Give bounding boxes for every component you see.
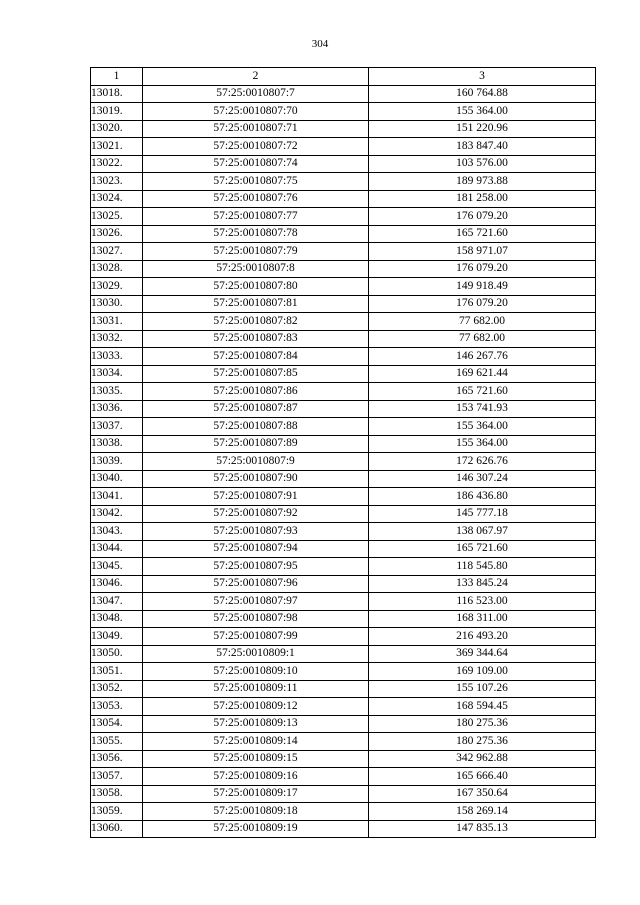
value-cell: 216 493.20 [369,628,596,646]
row-number-cell: 13029. [91,278,143,296]
cadastral-number-cell: 57:25:0010807:86 [143,383,369,401]
table-row [91,470,596,488]
table-row [91,313,596,331]
value-cell: 172 626.76 [369,453,596,471]
row-number-cell: 13021. [91,138,143,156]
cadastral-number-cell: 57:25:0010807:78 [143,225,369,243]
value-cell: 186 436.80 [369,488,596,506]
table-row [91,103,596,121]
cadastral-number-cell: 57:25:0010807:70 [143,103,369,121]
cadastral-number-cell: 57:25:0010809:1 [143,645,369,663]
cadastral-number-cell: 57:25:0010807:8 [143,260,369,278]
table-row [91,505,596,523]
row-number-cell: 13028. [91,260,143,278]
cadastral-number-cell: 57:25:0010809:14 [143,733,369,751]
cadastral-number-cell: 57:25:0010807:85 [143,365,369,383]
table-row [91,138,596,156]
cadastral-number-cell: 57:25:0010807:76 [143,190,369,208]
value-cell: 169 109.00 [369,663,596,681]
row-number-cell: 13023. [91,173,143,191]
value-cell: 118 545.80 [369,558,596,576]
table-row [91,663,596,681]
table-row [91,365,596,383]
cadastral-number-cell: 57:25:0010807:93 [143,523,369,541]
row-number-cell: 13026. [91,225,143,243]
value-cell: 146 267.76 [369,348,596,366]
row-number-cell: 13034. [91,365,143,383]
cadastral-number-cell: 57:25:0010807:7 [143,85,369,103]
row-number-cell: 13033. [91,348,143,366]
row-number-cell: 13056. [91,750,143,768]
cadastral-number-cell: 57:25:0010807:97 [143,593,369,611]
value-cell: 176 079.20 [369,208,596,226]
table-row [91,645,596,663]
value-cell: 180 275.36 [369,733,596,751]
table-row [91,488,596,506]
table-row [91,680,596,698]
column-header-2: 2 [143,68,369,86]
table-row [91,698,596,716]
row-number-cell: 13039. [91,453,143,471]
value-cell: 158 269.14 [369,803,596,821]
cadastral-number-cell: 57:25:0010809:15 [143,750,369,768]
table-row [91,418,596,436]
row-number-cell: 13035. [91,383,143,401]
row-number-cell: 13025. [91,208,143,226]
table-row [91,190,596,208]
row-number-cell: 13052. [91,680,143,698]
row-number-cell: 13036. [91,400,143,418]
table-body [91,85,596,838]
table-row [91,208,596,226]
cadastral-number-cell: 57:25:0010807:92 [143,505,369,523]
table-row [91,540,596,558]
value-cell: 176 079.20 [369,295,596,313]
value-cell: 160 764.88 [369,85,596,103]
cadastral-number-cell: 57:25:0010809:17 [143,785,369,803]
value-cell: 149 918.49 [369,278,596,296]
table-row [91,575,596,593]
value-cell: 147 835.13 [369,820,596,838]
cadastral-number-cell: 57:25:0010807:96 [143,575,369,593]
cadastral-number-cell: 57:25:0010807:74 [143,155,369,173]
value-cell: 103 576.00 [369,155,596,173]
page-number: 304 [311,38,329,50]
row-number-cell: 13048. [91,610,143,628]
cadastral-number-cell: 57:25:0010807:77 [143,208,369,226]
cadastral-number-cell: 57:25:0010807:87 [143,400,369,418]
row-number-cell: 13044. [91,540,143,558]
cadastral-number-cell: 57:25:0010807:83 [143,330,369,348]
cadastral-number-cell: 57:25:0010807:79 [143,243,369,261]
column-header-3: 3 [369,68,596,86]
table-row [91,278,596,296]
row-number-cell: 13058. [91,785,143,803]
row-number-cell: 13050. [91,645,143,663]
value-cell: 158 971.07 [369,243,596,261]
value-cell: 369 344.64 [369,645,596,663]
row-number-cell: 13051. [91,663,143,681]
table-row [91,173,596,191]
table-row [91,715,596,733]
table-row [91,610,596,628]
row-number-cell: 13043. [91,523,143,541]
row-number-cell: 13059. [91,803,143,821]
column-header-1: 1 [91,68,143,86]
cadastral-table [90,67,596,838]
row-number-cell: 13018. [91,85,143,103]
value-cell: 155 364.00 [369,435,596,453]
table-row [91,243,596,261]
row-number-cell: 13053. [91,698,143,716]
table-row [91,400,596,418]
cadastral-number-cell: 57:25:0010807:89 [143,435,369,453]
value-cell: 77 682.00 [369,330,596,348]
table-row [91,785,596,803]
row-number-cell: 13047. [91,593,143,611]
row-number-cell: 13041. [91,488,143,506]
table-row [91,628,596,646]
row-number-cell: 13032. [91,330,143,348]
cadastral-number-cell: 57:25:0010807:90 [143,470,369,488]
value-cell: 342 962.88 [369,750,596,768]
table-row [91,593,596,611]
cadastral-number-cell: 57:25:0010807:71 [143,120,369,138]
table-row [91,768,596,786]
table-row [91,558,596,576]
row-number-cell: 13020. [91,120,143,138]
value-cell: 167 350.64 [369,785,596,803]
value-cell: 189 973.88 [369,173,596,191]
table-row [91,225,596,243]
row-number-cell: 13022. [91,155,143,173]
row-number-cell: 13060. [91,820,143,838]
table-row [91,155,596,173]
row-number-cell: 13024. [91,190,143,208]
value-cell: 183 847.40 [369,138,596,156]
cadastral-number-cell: 57:25:0010807:99 [143,628,369,646]
value-cell: 165 721.60 [369,540,596,558]
cadastral-number-cell: 57:25:0010807:98 [143,610,369,628]
table-row [91,803,596,821]
cadastral-number-cell: 57:25:0010807:82 [143,313,369,331]
row-number-cell: 13046. [91,575,143,593]
table-row [91,260,596,278]
cadastral-number-cell: 57:25:0010809:12 [143,698,369,716]
value-cell: 176 079.20 [369,260,596,278]
value-cell: 146 307.24 [369,470,596,488]
cadastral-number-cell: 57:25:0010807:94 [143,540,369,558]
cadastral-number-cell: 57:25:0010809:16 [143,768,369,786]
cadastral-number-cell: 57:25:0010807:72 [143,138,369,156]
row-number-cell: 13027. [91,243,143,261]
row-number-cell: 13045. [91,558,143,576]
value-cell: 155 107.26 [369,680,596,698]
cadastral-number-cell: 57:25:0010809:19 [143,820,369,838]
table-header-row [91,68,596,86]
value-cell: 168 311.00 [369,610,596,628]
table-row [91,330,596,348]
row-number-cell: 13057. [91,768,143,786]
cadastral-number-cell: 57:25:0010807:84 [143,348,369,366]
table-row [91,733,596,751]
cadastral-number-cell: 57:25:0010807:80 [143,278,369,296]
cadastral-number-cell: 57:25:0010809:10 [143,663,369,681]
table-row [91,820,596,838]
value-cell: 169 621.44 [369,365,596,383]
value-cell: 153 741.93 [369,400,596,418]
cadastral-number-cell: 57:25:0010807:95 [143,558,369,576]
cadastral-number-cell: 57:25:0010807:88 [143,418,369,436]
value-cell: 155 364.00 [369,103,596,121]
table-row [91,120,596,138]
row-number-cell: 13055. [91,733,143,751]
row-number-cell: 13030. [91,295,143,313]
value-cell: 165 721.60 [369,225,596,243]
row-number-cell: 13040. [91,470,143,488]
row-number-cell: 13019. [91,103,143,121]
row-number-cell: 13054. [91,715,143,733]
cadastral-number-cell: 57:25:0010807:81 [143,295,369,313]
table-row [91,750,596,768]
row-number-cell: 13042. [91,505,143,523]
table-row [91,295,596,313]
table-row [91,383,596,401]
value-cell: 151 220.96 [369,120,596,138]
value-cell: 116 523.00 [369,593,596,611]
row-number-cell: 13037. [91,418,143,436]
value-cell: 133 845.24 [369,575,596,593]
table-row [91,85,596,103]
table-row [91,435,596,453]
cadastral-number-cell: 57:25:0010807:91 [143,488,369,506]
value-cell: 165 721.60 [369,383,596,401]
cadastral-number-cell: 57:25:0010809:13 [143,715,369,733]
value-cell: 145 777.18 [369,505,596,523]
cadastral-number-cell: 57:25:0010807:75 [143,173,369,191]
value-cell: 77 682.00 [369,313,596,331]
table-row [91,523,596,541]
value-cell: 180 275.36 [369,715,596,733]
value-cell: 168 594.45 [369,698,596,716]
cadastral-number-cell: 57:25:0010809:11 [143,680,369,698]
value-cell: 155 364.00 [369,418,596,436]
cadastral-number-cell: 57:25:0010807:9 [143,453,369,471]
value-cell: 165 666.40 [369,768,596,786]
value-cell: 138 067.97 [369,523,596,541]
row-number-cell: 13031. [91,313,143,331]
row-number-cell: 13038. [91,435,143,453]
table-row [91,453,596,471]
row-number-cell: 13049. [91,628,143,646]
cadastral-number-cell: 57:25:0010809:18 [143,803,369,821]
value-cell: 181 258.00 [369,190,596,208]
table-row [91,348,596,366]
